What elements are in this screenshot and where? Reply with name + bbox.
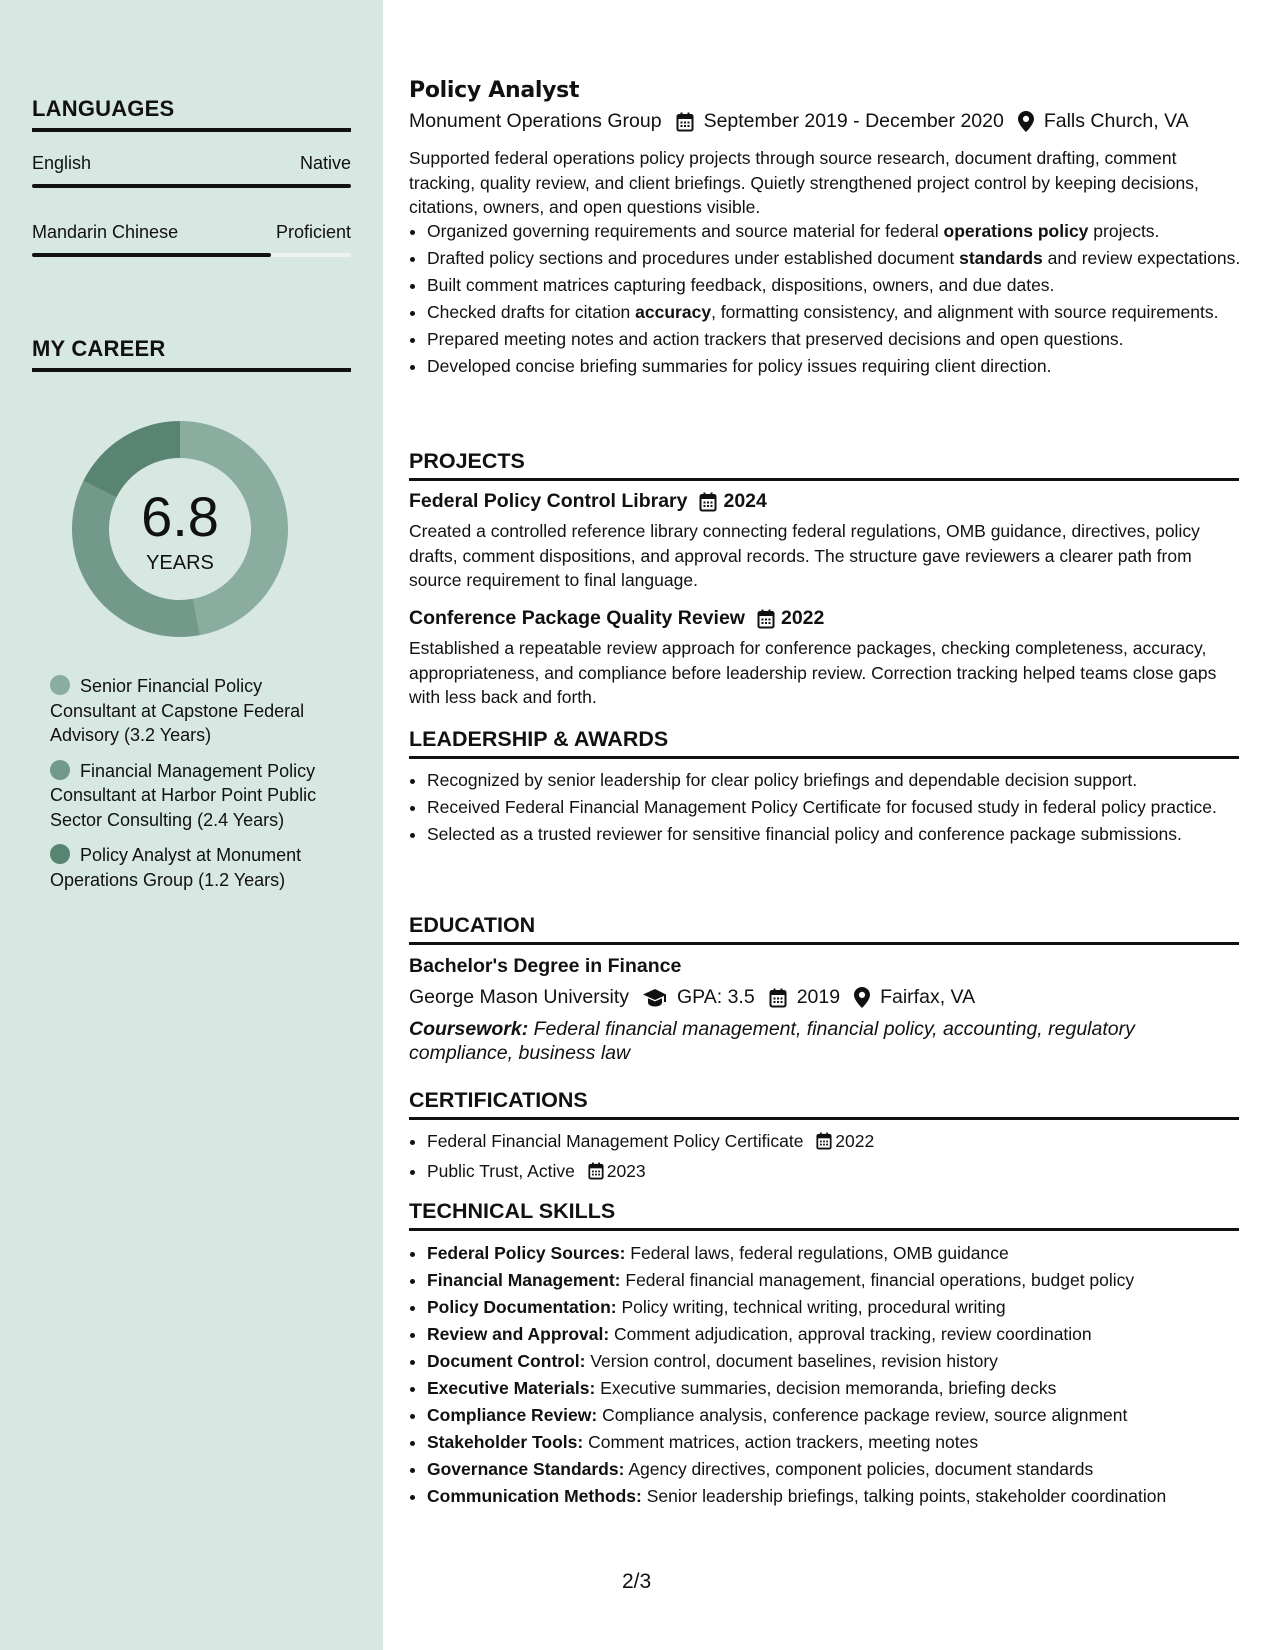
education-gpa: GPA: 3.5 xyxy=(677,986,755,1008)
leadership-item: • Received Federal Financial Management Policy Certificate for focused study in federal policy practice. xyxy=(427,795,1257,820)
skill-item: • Executive Materials: Executive summaries, decision memoranda, briefing decks xyxy=(427,1376,1257,1401)
career-item-label: Senior Financial Policy Consultant at Capstone Federal Advisory (3.2 Years) xyxy=(50,676,305,745)
job-company: Monument Operations Group xyxy=(409,110,662,132)
leadership-item: • Recognized by senior leadership for clear policy briefings and dependable decision support. xyxy=(427,768,1257,793)
language-level: Native xyxy=(299,153,351,173)
job-bullet: • Checked drafts for citation accuracy, formatting consistency, and alignment with source requirements. xyxy=(427,300,1257,325)
certifications-list xyxy=(409,1129,1257,1189)
job-bullet: • Built comment matrices capturing feedback, dispositions, owners, and due dates. xyxy=(427,273,1257,298)
legend-dot xyxy=(50,760,70,780)
skill-item: • Communication Methods: Senior leadership briefings, talking points, stakeholder coordination xyxy=(427,1484,1257,1509)
skill-item: • Financial Management: Federal financial management, financial operations, budget policy xyxy=(427,1268,1257,1293)
project-description: Created a controlled reference library connecting federal regulations, OMB guidance, directives, policy drafts, comment dispositions, and approval records. The structure gave reviewers a clearer path from source requirement to final language. xyxy=(409,521,1200,590)
project-year: 2022 xyxy=(780,607,825,629)
skill-item: • Governance Standards: Agency directives, component policies, document standards xyxy=(427,1457,1257,1482)
education-location: Fairfax, VA xyxy=(880,986,976,1008)
job-bullet: • Prepared meeting notes and action trackers that preserved decisions and open questions. xyxy=(427,327,1257,352)
project-title-row xyxy=(409,607,824,630)
career-legend xyxy=(50,674,340,903)
language-name: English xyxy=(32,153,92,173)
project-year: 2024 xyxy=(723,490,767,512)
languages-heading: LANGUAGES xyxy=(32,96,351,132)
page-number: 2/3 xyxy=(622,1570,652,1593)
career-item xyxy=(50,674,340,748)
career-item xyxy=(50,759,340,833)
project-description: Established a repeatable review approach for conference packages, checking completeness, accuracy, appropriateness, and compliance before leadership review. Correction tracking helped teams close gaps with less back and forth. xyxy=(409,638,1217,707)
career-total-value: 6.8 xyxy=(141,485,219,548)
calendar-icon xyxy=(769,988,787,1008)
language-level: Proficient xyxy=(275,222,351,242)
career-total-unit: YEARS xyxy=(146,552,214,574)
calendar-icon xyxy=(699,492,717,512)
project-title-row xyxy=(409,490,767,513)
certification-item: • Public Trust, Active 2023 xyxy=(427,1159,1257,1187)
career-item-label: Policy Analyst at Monument Operations Group (1.2 Years) xyxy=(50,845,302,890)
language-name: Mandarin Chinese xyxy=(32,222,179,242)
skill-item: • Review and Approval: Comment adjudication, approval tracking, review coordination xyxy=(427,1322,1257,1347)
legend-dot xyxy=(50,675,70,695)
education-meta xyxy=(409,986,975,1009)
education-year: 2019 xyxy=(796,986,841,1008)
career-item-label: Financial Management Policy Consultant at Harbor Point Public Sector Consulting (2.4 Years) xyxy=(50,760,317,830)
projects-heading: PROJECTS xyxy=(409,449,1239,481)
job-bullet: • Organized governing requirements and source material for federal operations policy projects. xyxy=(427,219,1257,244)
skill-item: • Document Control: Version control, document baselines, revision history xyxy=(427,1349,1257,1374)
job-bullet: • Developed concise briefing summaries for policy issues requiring client direction. xyxy=(427,354,1257,379)
coursework-text: Federal financial management, financial policy, accounting, regulatory compliance, business law xyxy=(409,1018,1135,1064)
job-dates: September 2019 - December 2020 xyxy=(703,110,1004,132)
leadership-item: • Selected as a trusted reviewer for sensitive financial policy and conference package submissions. xyxy=(427,822,1257,847)
skill-item: • Federal Policy Sources: Federal laws, federal regulations, OMB guidance xyxy=(427,1241,1257,1266)
calendar-icon xyxy=(588,1162,604,1187)
job-meta xyxy=(409,110,1189,133)
education-coursework xyxy=(409,1017,1199,1065)
calendar-icon xyxy=(816,1132,832,1157)
language-bar-fill xyxy=(32,253,271,257)
skills-heading: TECHNICAL SKILLS xyxy=(409,1199,1239,1231)
language-bar-fill xyxy=(32,184,351,188)
project-title: Conference Package Quality Review xyxy=(409,607,745,629)
skills-list xyxy=(409,1241,1257,1511)
job-summary: Supported federal operations policy projects through source research, document drafting, comment tracking, quality review, and client briefings. Quietly strengthened project control by keeping decisions, citations, owners, and open questions visible. xyxy=(409,148,1199,217)
language-row-english xyxy=(32,153,351,174)
career-item xyxy=(50,843,340,892)
skill-item: • Policy Documentation: Policy writing, technical writing, procedural writing xyxy=(427,1295,1257,1320)
project-title: Federal Policy Control Library xyxy=(409,490,688,512)
certification-item: • Federal Financial Management Policy Certificate 2022 xyxy=(427,1129,1257,1157)
map-pin-icon xyxy=(1018,111,1034,132)
graduation-cap-icon xyxy=(643,989,667,1007)
job-title: Policy Analyst xyxy=(409,78,580,103)
language-bar-mandarin xyxy=(32,253,351,257)
leadership-list xyxy=(409,768,1257,849)
job-location: Falls Church, VA xyxy=(1043,110,1189,132)
job-bullets xyxy=(409,219,1257,381)
language-row-mandarin xyxy=(32,222,351,243)
education-heading: EDUCATION xyxy=(409,913,1239,945)
legend-dot xyxy=(50,844,70,864)
calendar-icon xyxy=(676,112,694,132)
skill-item: • Stakeholder Tools: Comment matrices, action trackers, meeting notes xyxy=(427,1430,1257,1455)
calendar-icon xyxy=(757,609,775,629)
job-bullet: • Drafted policy sections and procedures under established document standards and review expectations. xyxy=(427,246,1257,271)
education-school: George Mason University xyxy=(409,986,630,1008)
language-bar-english xyxy=(32,184,351,188)
education-degree: Bachelor's Degree in Finance xyxy=(409,955,682,977)
sidebar xyxy=(0,0,383,1650)
leadership-heading: LEADERSHIP & AWARDS xyxy=(409,727,1239,759)
skill-item: • Compliance Review: Compliance analysis, conference package review, source alignment xyxy=(427,1403,1257,1428)
career-heading: MY CAREER xyxy=(32,336,351,372)
career-donut-chart xyxy=(65,414,295,644)
coursework-label: Coursework: xyxy=(409,1018,529,1040)
map-pin-icon xyxy=(854,987,870,1008)
certifications-heading: CERTIFICATIONS xyxy=(409,1088,1239,1120)
